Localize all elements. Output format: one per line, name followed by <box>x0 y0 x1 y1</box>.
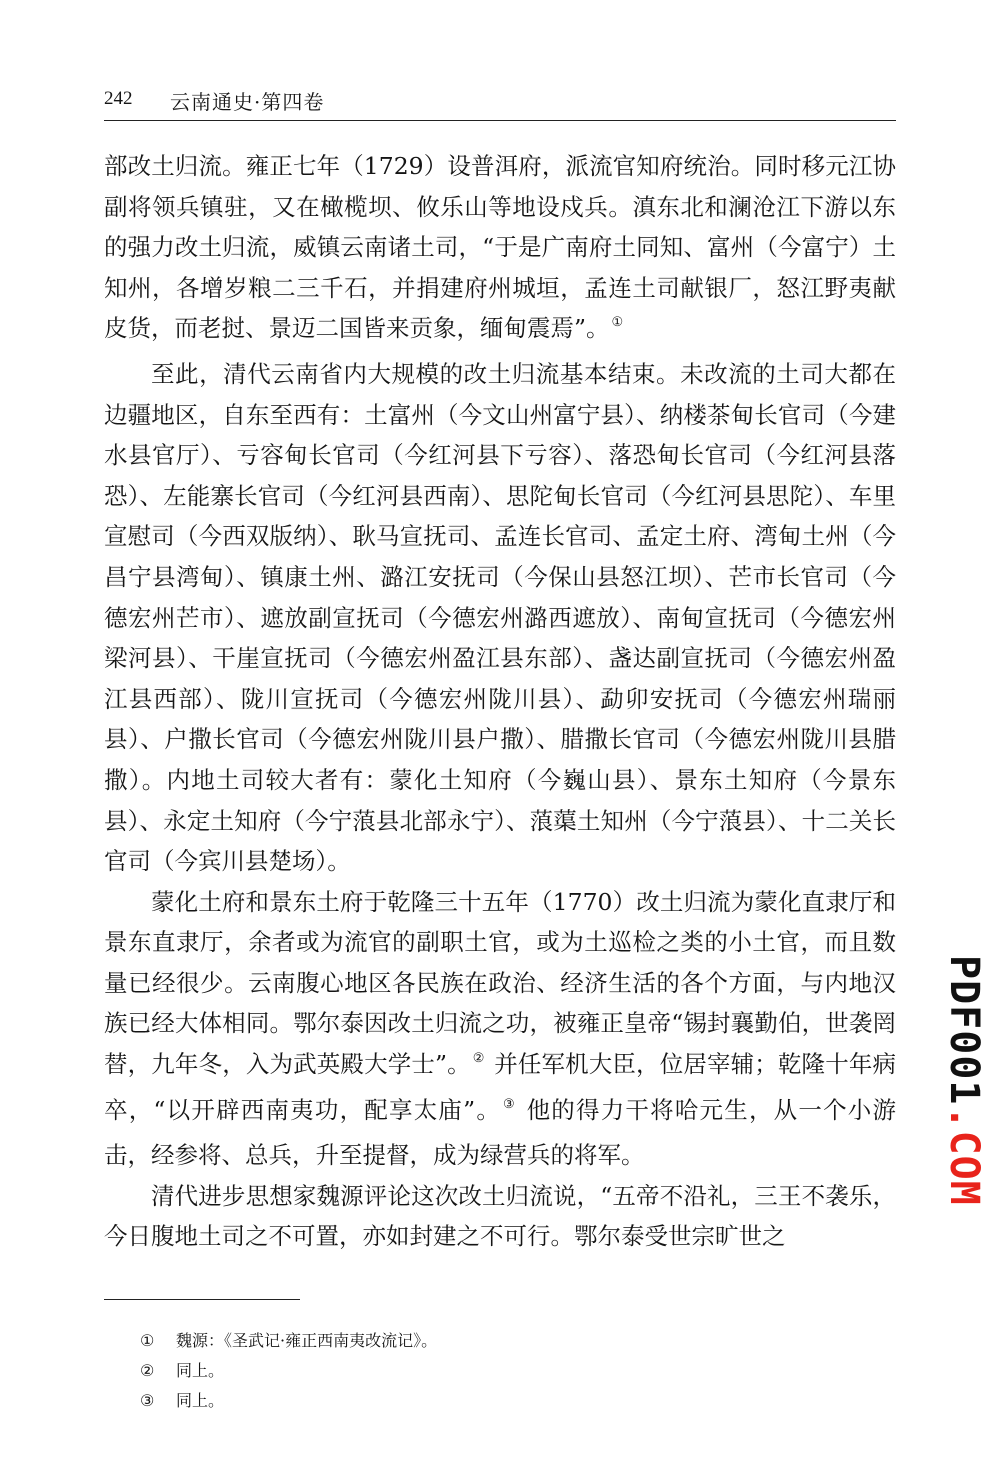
pdf-watermark <box>942 955 986 1206</box>
footnote-ref-2[interactable]: ② <box>472 1051 485 1067</box>
footnote-ref-3[interactable]: ③ <box>503 1096 516 1112</box>
footnote-text: 魏源：《圣武记·雍正西南夷改流记》。 <box>176 1331 438 1350</box>
watermark-main: PDF001 <box>941 955 987 1106</box>
paragraph-4: 清代进步思想家魏源评论这次改土归流说，“五帝不沿礼，三王不袭乐，今日腹地土司之不可置，亦如封建之不可行。鄂尔泰受世宗旷世之 <box>104 1181 896 1251</box>
footnote-mark: ③ <box>140 1391 155 1410</box>
paragraph-1: 部改土归流。雍正七年（1729）设普洱府，派流官知府统治。同时移元江协副将领兵镇驻，又在橄榄坝、攸乐山等地设戍兵。滇东北和澜沧江下游以东的强力改土归流，威镇云南诸土司，“于是广南府土同知、富州（今富宁）土知州，各增岁粮二三千石，并捐建府州城垣，孟连土司献银厂，怒江野夷献皮货，而老挝、景迈二国皆来贡象，缅甸震焉”。 ① <box>104 152 896 343</box>
footnote-1 <box>140 1326 840 1356</box>
paragraph-2: 至此，清代云南省内大规模的改土归流基本结束。未改流的土司大都在边疆地区，自东至西有：土富州（今文山州富宁县）、纳楼茶甸长官司（今建水县官厅）、亏容甸长官司（今红河县下亏容）、落恐甸长官司（今红河县落恐）、左能寨长官司（今红河县西南）、思陀甸长官司（今红河县思陀）、车里宣慰司（今西双版纳）、耿马宣抚司、孟连长官司、孟定土府、湾甸土州（今昌宁县湾甸）、镇康土州、潞江安抚司（今保山县怒江坝）、芒市长官司（今德宏州芒市）、遮放副宣抚司（今德宏州潞西遮放）、南甸宣抚司（今德宏州梁河县）、干崖宣抚司（今德宏州盈江县东部）、盏达副宣抚司（今德宏州盈江县西部）、陇川宣抚司（今德宏州陇川县）、勐卯安抚司（今德宏州瑞丽县）、户撒长官司（今德宏州陇川县户撒）、腊撒长官司（今德宏州陇川县腊撒）。内地土司较大者有：蒙化土知府（今巍山县）、景东土知府（今景东县）、永定土知府（今宁蒗县北部永宁）、蒗蕖土知州（今宁蒗县）、十二关长官司（今宾川县楚场）。 <box>104 359 896 876</box>
page-header <box>104 86 896 121</box>
paragraph-3: 蒙化土府和景东土府于乾隆三十五年（1770）改土归流为蒙化直隶厅和景东直隶厅，余者或为流官的副职土官，或为土巡检之类的小土官，而且数量已经很少。云南腹心地区各民族在政治、经济生活的各个方面，与内地汉族已经大体相同。鄂尔泰因改土归流之功，被雍正皇帝“锡封襄勤伯，世袭罔替，九年冬，入为武英殿大学士”。 ② 并任军机大臣，位居宰辅；乾隆十年病卒，“以开辟西南夷功，配享太庙”。 ③ 他的得力干将哈元生，从一个小游击，经参将、总兵，升至提督，成为绿营兵的将军。 <box>104 887 896 1170</box>
footnote-text: 同上。 <box>176 1391 225 1410</box>
book-title: 云南通史·第四卷 <box>170 90 325 114</box>
footnote-mark: ② <box>140 1361 155 1380</box>
footnote-divider <box>104 1299 300 1300</box>
footnote-3 <box>140 1386 840 1416</box>
body-text <box>104 146 896 1257</box>
footnote-2 <box>140 1356 840 1386</box>
watermark-accent: .COM <box>941 1105 987 1206</box>
footnotes <box>140 1326 840 1416</box>
footnote-mark: ① <box>140 1331 155 1350</box>
footnote-text: 同上。 <box>176 1361 225 1380</box>
page-number: 242 <box>104 88 133 109</box>
footnote-ref-1[interactable]: ① <box>611 315 624 331</box>
